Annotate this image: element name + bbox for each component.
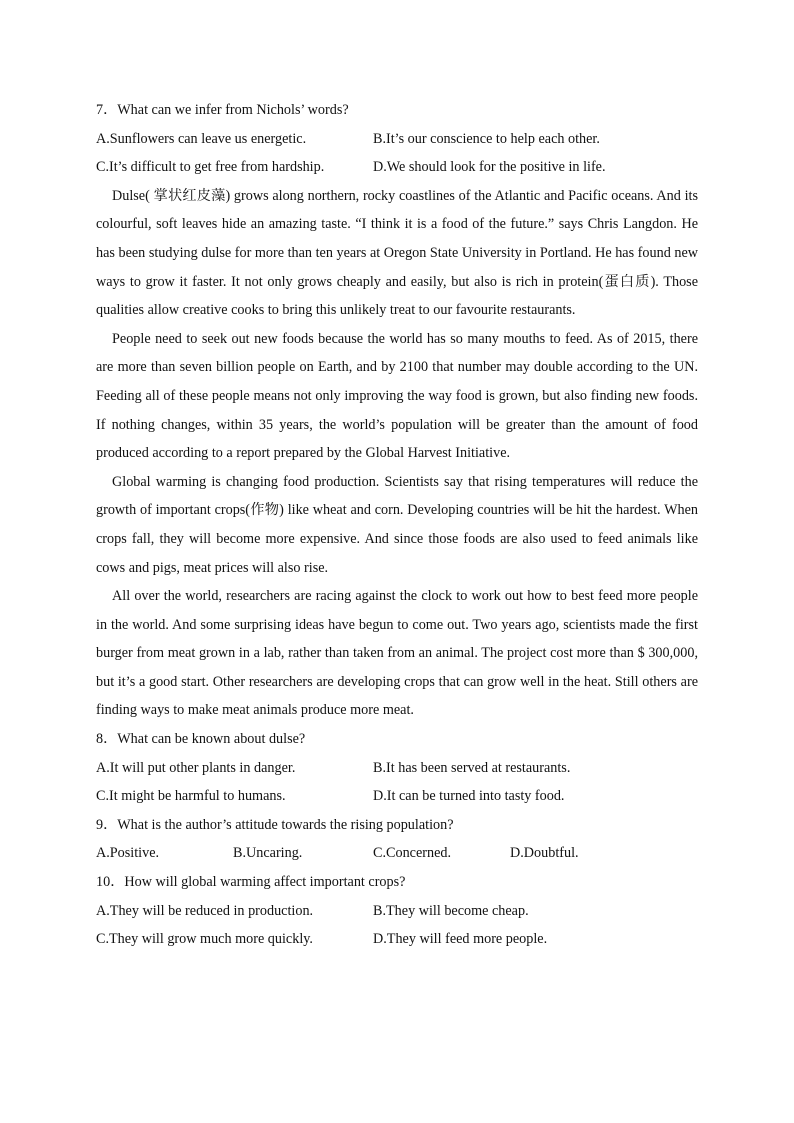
question-8-option-a: A.It will put other plants in danger. [96,759,296,776]
question-7-options-row-1 [96,125,698,154]
question-10-option-d: D.They will feed more people. [373,931,548,948]
question-8-option-d: D.It can be turned into tasty food. [373,788,565,805]
question-8-option-b: B.It has been served at restaurants. [373,759,571,776]
question-10-option-b: B.They will become cheap. [373,902,529,919]
passage-paragraph-3: Global warming is changing food production. Scientists say that rising temperatures will reduce the growth of important crops(作物) like wheat and corn. Developing countries will be hit the hardest. When crops fall, they will become more expensive. And since those foods are also used to feed animals like cows and pigs, meat prices will also rise. [96,473,698,576]
document-page [96,96,698,954]
question-8-option-c: C.It might be harmful to humans. [96,788,286,805]
question-8-options-row-1 [96,754,698,783]
question-7-option-a: A.Sunflowers can leave us energetic. [96,130,307,147]
question-9-option-c: C.Concerned. [373,845,452,862]
question-9-options-row [96,839,698,868]
passage-paragraph-1: Dulse( 掌状红皮藻) grows along northern, rocky coastlines of the Atlantic and Pacific oceans. And its colourful, soft leaves hide an amazing taste. “I think it is a food of the future.” says Chris Langdon. He has been studying dulse for more than ten years at Oregon State University in Portland. He has found new ways to grow it faster. It not only grows cheaply and easily, but also is rich in protein(蛋白质). Those qualities allow creative cooks to bring this unlikely treat to our favourite restaurants. [96,187,698,319]
question-10-options-row-1 [96,897,698,926]
question-9-option-a: A.Positive. [96,845,160,862]
question-9-option-b: B.Uncaring. [233,845,303,862]
question-7-options-row-2 [96,153,698,182]
passage-paragraph-4: All over the world, researchers are racing against the clock to work out how to best feed more people in the world. And some surprising ideas have begun to come out. Two years ago, scientists made the first burger from meat grown in a lab, rather than taken from an animal. The project cost more than $ 300,000, but it’s a good start. Other researchers are developing crops that can grow well in the heat. Still others are finding ways to make meat animals produce more meat. [96,588,698,719]
question-8: 8．What can be known about dulse? [96,731,306,748]
question-8-options-row-2 [96,782,698,811]
question-10-option-c: C.They will grow much more quickly. [96,931,313,948]
question-10-option-a: A.They will be reduced in production. [96,902,314,919]
question-10-options-row-2 [96,925,698,954]
question-7-option-c: C.It’s difficult to get free from hardship. [96,159,325,176]
question-7: 7．What can we infer from Nichols’ words? [96,102,349,118]
passage-paragraph-2: People need to seek out new foods because the world has so many mouths to feed. As of 2015, there are more than seven billion people on Earth, and by 2100 that number may double according to the UN. Feeding all of these people means not only improving the way food is grown, but also finding new foods. If nothing changes, within 35 years, the world’s population will be greater than the amount of food produced according to a report prepared by the Global Harvest Initiative. [96,330,698,462]
question-9: 9．What is the author’s attitude towards the rising population? [96,816,454,833]
question-10: 10．How will global warming affect important crops? [96,874,406,891]
question-7-option-b: B.It’s our conscience to help each other. [373,130,600,147]
question-9-option-d: D.Doubtful. [510,845,579,862]
question-7-option-d: D.We should look for the positive in life. [373,159,606,176]
